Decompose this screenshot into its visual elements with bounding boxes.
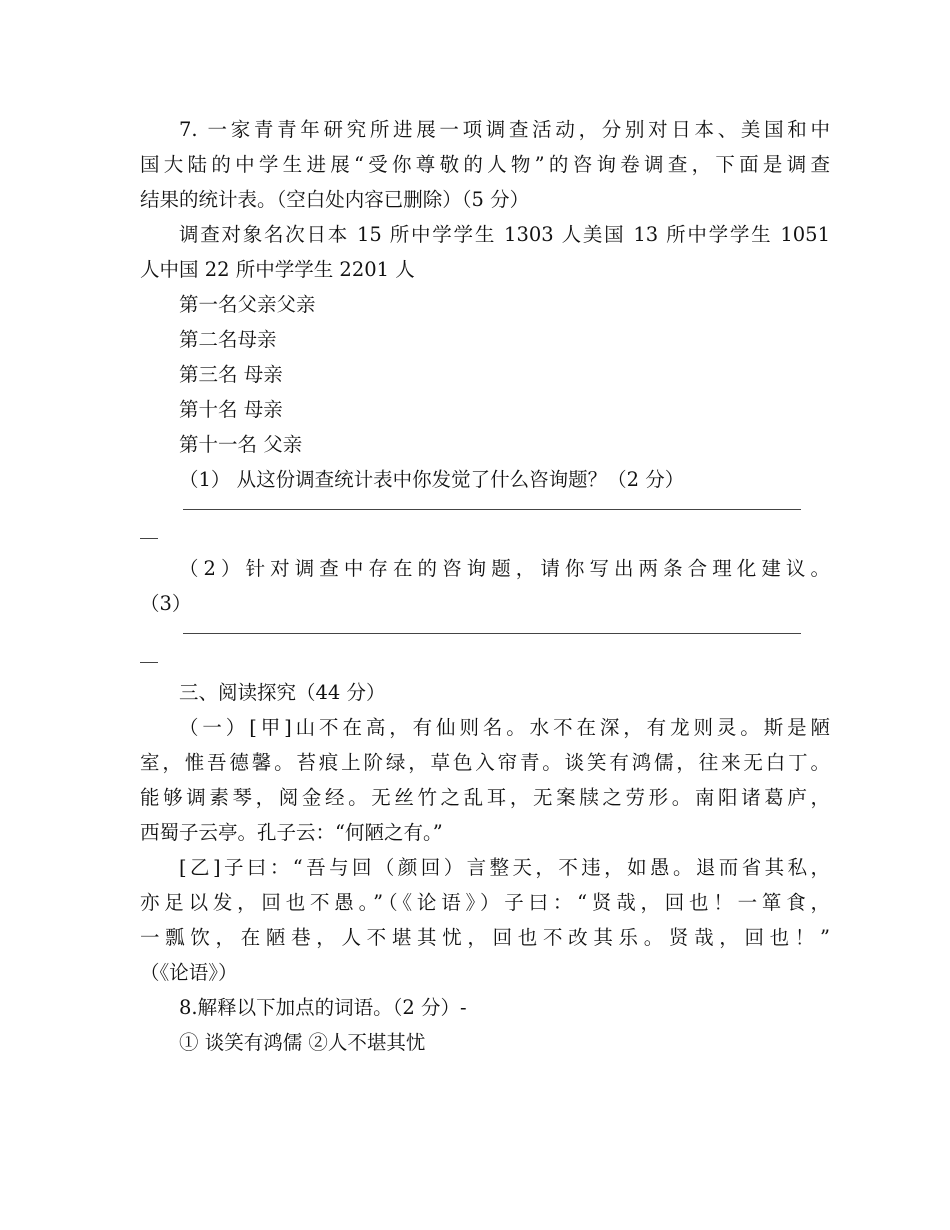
passage-yi-line-4: （《论语》） xyxy=(140,961,238,984)
passage-yi-line-2: 亦足以发，回也不愚。”（《论语》）子曰：“贤哉，回也！一箪食， xyxy=(140,891,830,914)
answer-line-1-tail xyxy=(140,538,158,551)
rank-row-5: 第十一名 父亲 xyxy=(179,433,303,456)
section-3-heading: 三、阅读探究（44 分） xyxy=(179,681,386,704)
answer-line-2-tail xyxy=(140,662,158,675)
survey-table-line-1: 调查对象名次日本 15 所中学学生 1303 人美国 13 所中学学生 1051 xyxy=(179,223,830,246)
passage-yi-line-3: 一瓢饮，在陋巷，人不堪其忧，回也不改其乐。贤哉，回也！” xyxy=(140,926,830,949)
q7-line-1: 7. 一家青青年研究所进展一项调查活动，分别对日本、美国和中 xyxy=(179,118,830,141)
rank-row-2: 第二名母亲 xyxy=(179,328,277,351)
passage-jia-line-3: 能够调素琴，阅金经。无丝竹之乱耳，无案牍之劳形。南阳诸葛庐， xyxy=(140,786,830,809)
q7-sub-question-1: （1） 从这份调查统计表中你发觉了什么咨询题？（2 分） xyxy=(179,468,685,491)
q7-sub-question-2: （2）针对调查中存在的咨询题，请你写出两条合理化建议。 xyxy=(179,557,830,580)
q7-sub-question-2-score: （3） xyxy=(140,592,192,615)
q7-line-3: 结果的统计表。（空白处内容已删除）（5 分） xyxy=(140,188,530,211)
passage-yi-line-1: [乙]子曰：“吾与回（颜回）言整天，不违，如愚。退而省其私， xyxy=(179,856,830,879)
q7-line-2: 国大陆的中学生进展“受你尊敬的人物”的咨询卷调查，下面是调查 xyxy=(140,153,830,176)
rank-row-1: 第一名父亲父亲 xyxy=(179,293,316,316)
answer-line-1[interactable] xyxy=(183,509,801,538)
answer-line-2[interactable] xyxy=(183,633,801,662)
survey-table-line-2: 人中国 22 所中学学生 2201 人 xyxy=(140,258,415,281)
passage-jia-line-2: 室，惟吾德馨。苔痕上阶绿，草色入帘青。谈笑有鸿儒，往来无白丁。 xyxy=(140,751,830,774)
q8-items: ① 谈笑有鸿儒 ②人不堪其忧 xyxy=(179,1031,426,1054)
passage-jia-line-4: 西蜀子云亭。孔子云：“何陋之有。” xyxy=(140,821,443,844)
passage-jia-line-1: （一）[甲]山不在高，有仙则名。水不在深，有龙则灵。斯是陋 xyxy=(179,716,830,739)
rank-row-3: 第三名 母亲 xyxy=(179,363,283,386)
q8-title: 8.解释以下加点的词语。（2 分）- xyxy=(179,996,467,1019)
document-page xyxy=(140,112,830,1060)
rank-row-4: 第十名 母亲 xyxy=(179,398,283,421)
